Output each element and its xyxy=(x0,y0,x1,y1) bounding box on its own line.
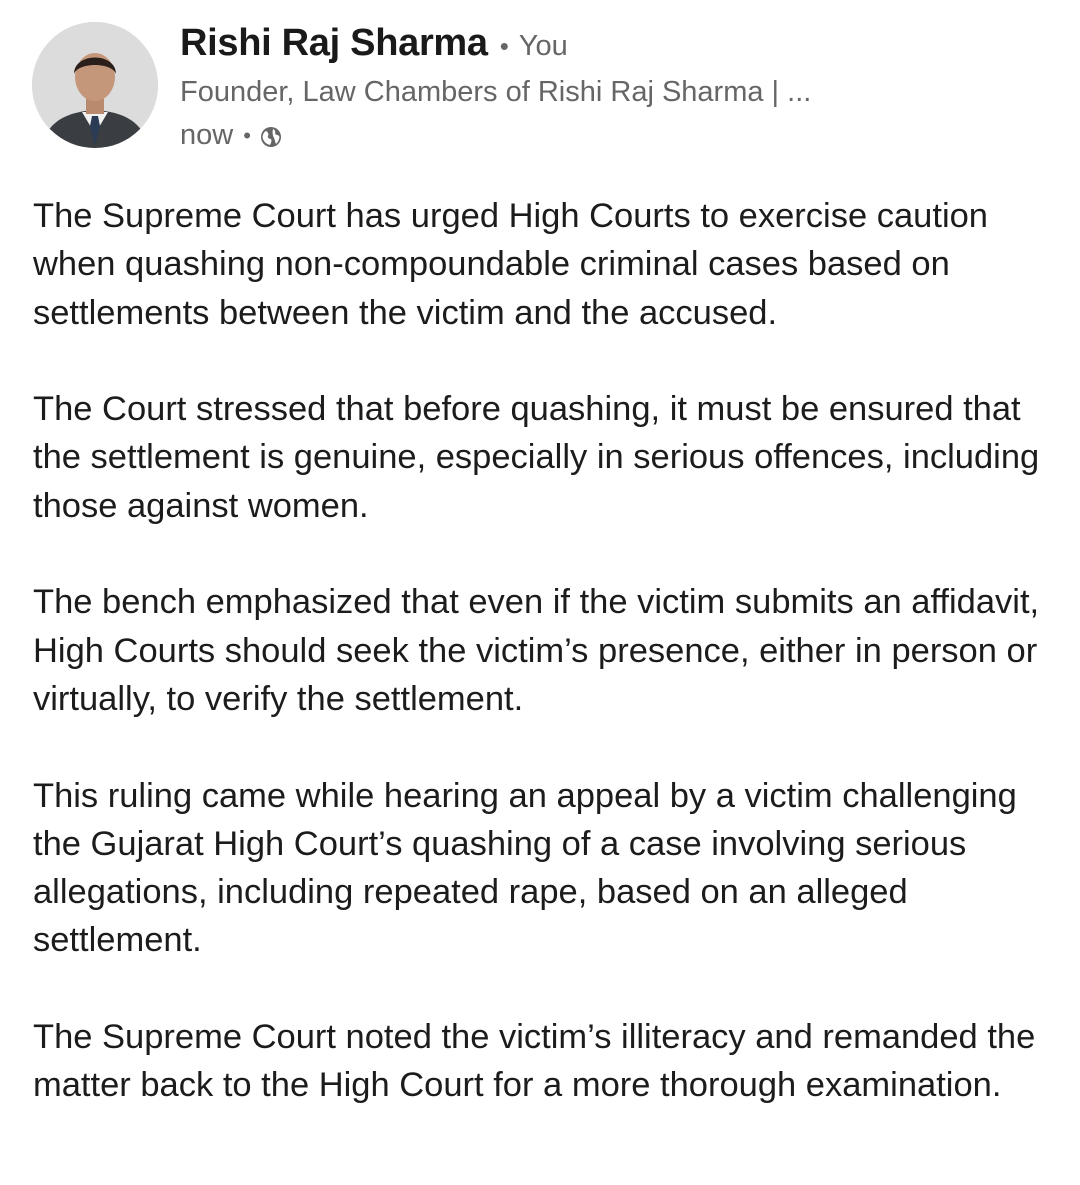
globe-icon xyxy=(259,124,283,148)
post-body xyxy=(33,192,1053,1158)
author-headline: Founder, Law Chambers of Rishi Raj Sharma | ... xyxy=(180,76,812,108)
post-timestamp: now xyxy=(180,119,234,151)
post-paragraph: The Supreme Court has urged High Courts to exercise caution when quashing non-compoundable criminal cases based on settlements between the victim and the accused. xyxy=(33,197,988,332)
author-relation: You xyxy=(518,30,568,62)
post-paragraph: This ruling came while hearing an appeal by a victim challenging the Gujarat High Court’s quashing of a case involving serious allegations, including repeated rape, based on an alleged settlement. xyxy=(33,776,1017,960)
separator-dot: • xyxy=(243,122,251,148)
avatar[interactable] xyxy=(32,22,158,148)
post-header xyxy=(180,22,811,152)
post-paragraph: The Supreme Court noted the victim’s illiteracy and remanded the matter back to the High Court for a more thorough examination. xyxy=(33,1018,1036,1105)
post-paragraph: The Court stressed that before quashing, it must be ensured that the settlement is genuine, especially in serious offences, including those against women. xyxy=(33,390,1040,525)
avatar-photo xyxy=(32,22,158,148)
post-paragraph: The bench emphasized that even if the victim submits an affidavit, High Courts should seek the victim’s presence, either in person or virtually, to verify the settlement. xyxy=(33,583,1040,718)
post-meta xyxy=(180,119,811,152)
separator-dot: • xyxy=(499,31,509,61)
author-name[interactable]: Rishi Raj Sharma xyxy=(180,22,488,64)
author-row xyxy=(180,22,811,72)
